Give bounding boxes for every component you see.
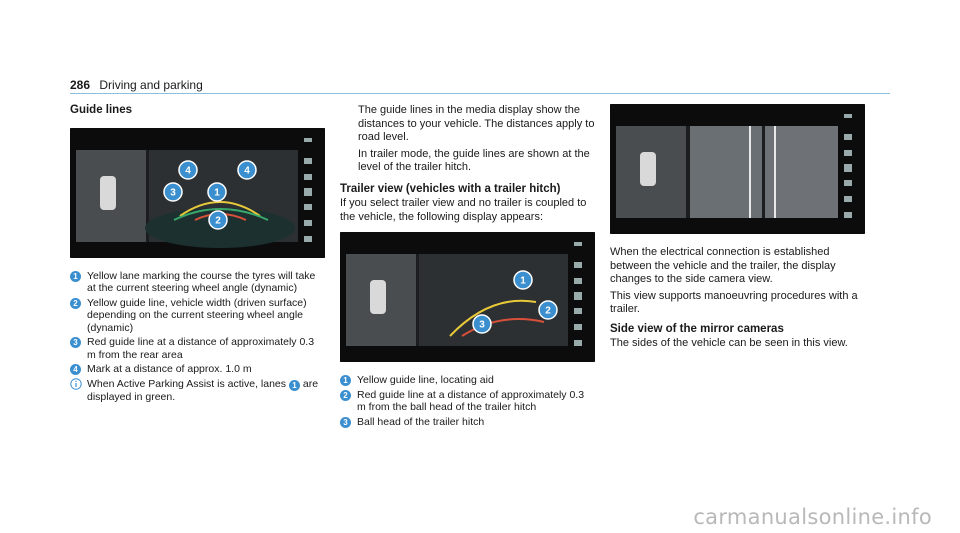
list-item xyxy=(340,389,595,414)
note-text: When Active Parking Assist is active, lanes xyxy=(87,377,287,390)
svg-text:1: 1 xyxy=(520,275,526,287)
guide-lines-figure xyxy=(70,128,325,258)
trailer-view-figure xyxy=(340,232,595,362)
callout-text: Yellow lane marking the course the tyres will take at the current steering wheel angle (dynamic) xyxy=(87,269,316,294)
callout-badge: 2 xyxy=(70,298,81,309)
page-number: 286 xyxy=(70,78,91,92)
figure-callout-badge xyxy=(208,183,226,201)
trailer-callouts xyxy=(340,374,595,428)
side-view-text-1: When the electrical connection is established between the vehicle and the trailer, the display changes to the side camera view. xyxy=(610,246,836,285)
callout-text: Ball head of the trailer hitch xyxy=(357,415,485,428)
callout-text: Yellow guide line, vehicle width (driven surface) depending on the current steering wheel angle (dynamic) xyxy=(87,296,307,334)
intro-text-2: In trailer mode, the guide lines are shown at the level of the trailer hitch. xyxy=(358,147,590,173)
svg-text:3: 3 xyxy=(170,187,176,198)
figure-callout-badge xyxy=(238,161,256,179)
trailer-view-text: If you select trailer view and no trailer is coupled to the vehicle, the following display appears: xyxy=(340,197,587,223)
side-camera-screen xyxy=(610,104,865,234)
svg-text:1: 1 xyxy=(214,187,220,198)
mirror-cameras-heading: Side view of the mirror cameras xyxy=(610,322,784,335)
svg-text:4: 4 xyxy=(185,165,191,176)
rear-camera-screen xyxy=(70,128,325,258)
callout-badge: 1 xyxy=(340,375,351,386)
car-top-icon xyxy=(370,280,386,314)
svg-text:2: 2 xyxy=(545,305,551,317)
info-icon xyxy=(70,378,82,390)
callout-text: Red guide line at a distance of approximately 0.3 m from the ball head of the trailer hitch xyxy=(357,388,585,413)
side-view-text-2: This view supports manoeuvring procedures with a trailer. xyxy=(610,289,858,315)
callout-badge: 3 xyxy=(70,337,81,348)
note-item xyxy=(70,378,325,404)
figure-callout-badge xyxy=(164,183,182,201)
figure-callout-badge xyxy=(514,271,532,289)
mirror-cameras-text: The sides of the vehicle can be seen in this view. xyxy=(610,337,848,349)
callout-badge: 2 xyxy=(340,390,351,401)
list-item xyxy=(70,363,325,376)
figure-callout-badge xyxy=(539,301,557,319)
trailer-column xyxy=(340,104,595,430)
svg-text:4: 4 xyxy=(244,165,250,176)
callout-badge: 3 xyxy=(340,417,351,428)
intro-text: The guide lines in the media display show the distances to your vehicle. The distances apply to road level. xyxy=(358,104,595,143)
figure-callout-badge xyxy=(179,161,197,179)
header-rule xyxy=(70,93,890,94)
callout-badge: 1 xyxy=(70,271,81,282)
callout-badge: 1 xyxy=(289,380,300,391)
car-top-icon xyxy=(100,176,116,210)
guide-lines-heading: Guide lines xyxy=(70,104,132,116)
watermark: carmanualsonline.info xyxy=(693,505,932,529)
guide-lines-column xyxy=(70,104,325,405)
svg-text:3: 3 xyxy=(479,319,485,331)
list-item xyxy=(340,374,595,387)
callout-badge: 4 xyxy=(70,364,81,375)
guide-lines-callouts xyxy=(70,270,325,404)
car-top-icon xyxy=(640,152,656,186)
trailer-camera-screen xyxy=(340,232,595,362)
trailer-view-heading: Trailer view (vehicles with a trailer hitch) xyxy=(340,182,561,195)
list-item xyxy=(340,416,595,429)
svg-text:2: 2 xyxy=(215,215,221,226)
callout-text: Yellow guide line, locating aid xyxy=(357,374,494,386)
callout-text: Red guide line at a distance of approximately 0.3 m from the rear area xyxy=(87,336,315,361)
figure-callout-badge xyxy=(209,211,227,229)
side-camera-column xyxy=(610,104,865,354)
list-item xyxy=(70,336,325,361)
figure-callout-badge xyxy=(473,315,491,333)
list-item xyxy=(70,270,325,295)
side-camera-figure xyxy=(610,104,865,234)
note-text: are displayed in green. xyxy=(87,377,319,403)
section-title: Driving and parking xyxy=(99,78,203,92)
list-item xyxy=(70,297,325,335)
callout-text: Mark at a distance of approx. 1.0 m xyxy=(87,363,252,375)
